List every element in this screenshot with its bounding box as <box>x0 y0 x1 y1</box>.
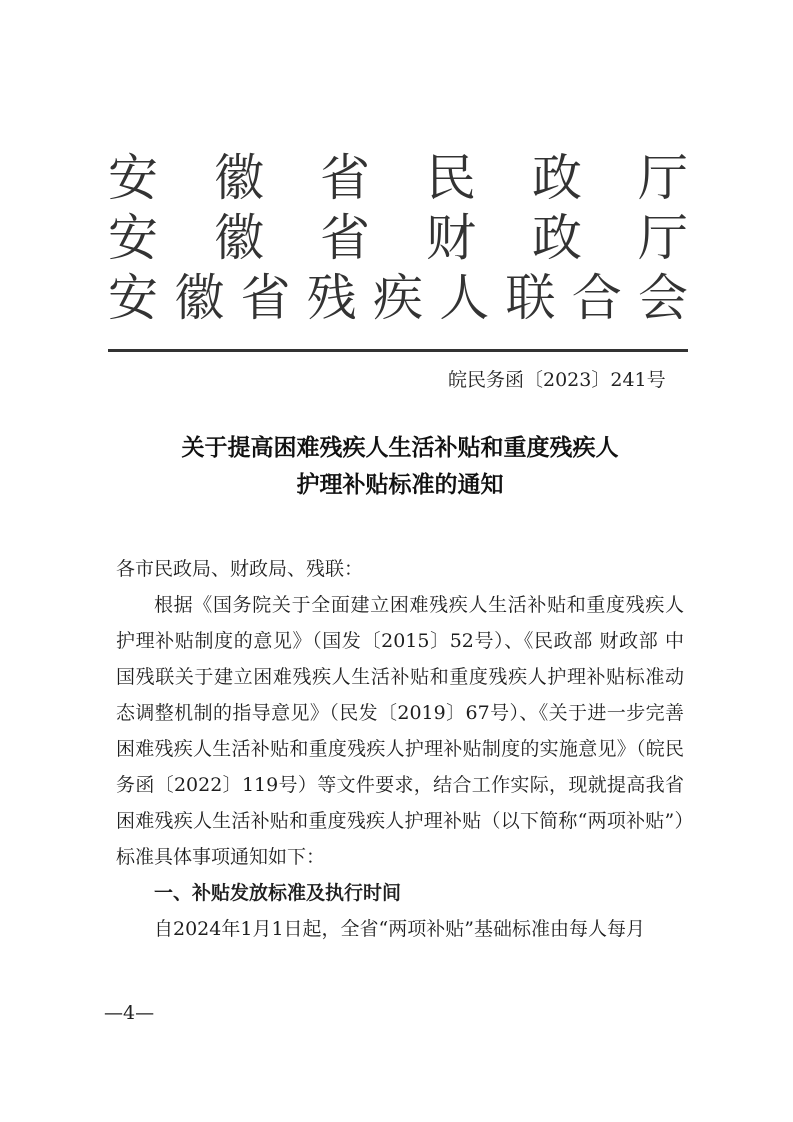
char: 疾 <box>373 269 423 327</box>
org-line-disabled-federation <box>108 268 688 328</box>
page-number: —4— <box>104 1002 155 1024</box>
char: 财 <box>426 209 476 267</box>
char: 厅 <box>638 209 688 267</box>
char: 政 <box>532 149 582 207</box>
org-line-civil-affairs <box>108 148 688 208</box>
char: 省 <box>320 149 370 207</box>
char: 省 <box>320 209 370 267</box>
document-body <box>116 551 684 947</box>
char: 人 <box>439 269 490 327</box>
org-line-finance <box>108 208 688 268</box>
char: 徽 <box>174 269 225 327</box>
char: 安 <box>108 269 158 327</box>
char: 联 <box>505 269 556 327</box>
char: 厅 <box>638 149 688 207</box>
char: 民 <box>426 149 476 207</box>
body-paragraph-1: 根据《国务院关于全面建立困难残疾人生活补贴和重度残疾人护理补贴制度的意见》（国发〔2015〕52号）、《民政部 财政部 中国残联关于建立困难残疾人生活补贴和重度残疾人护理补贴标准动态调整机制的指导意见》（民发〔2019〕67号）、《关于进一步完善困难残疾人生活补贴和重度残疾人护理补贴制度的实施意见》（皖民务函〔2022〕119号）等文件要求，结合工作实际，现就提高我省困难残疾人生活补贴和重度残疾人护理补贴（以下简称“两项补贴”）标准具体事项通知如下： <box>116 594 684 868</box>
char: 会 <box>638 269 688 327</box>
char: 安 <box>108 149 158 207</box>
body-paragraph-2: 自2024年1月1日起，全省“两项补贴”基础标准由每人每月 <box>154 918 645 940</box>
title-line-1: 关于提高困难残疾人生活补贴和重度残疾人 <box>181 435 619 461</box>
char: 合 <box>571 269 622 327</box>
letterhead <box>108 148 688 328</box>
document-title <box>100 430 700 504</box>
title-line-2: 护理补贴标准的通知 <box>296 472 504 498</box>
section-heading-1: 一、补贴发放标准及执行时间 <box>154 882 402 904</box>
letterhead-divider <box>108 349 688 352</box>
salutation: 各市民政局、财政局、残联： <box>116 558 364 580</box>
document-number: 皖民务函〔2023〕241号 <box>448 369 666 391</box>
char: 残 <box>306 269 357 327</box>
char: 安 <box>108 209 158 267</box>
char: 省 <box>240 269 291 327</box>
char: 政 <box>532 209 582 267</box>
char: 徽 <box>214 209 264 267</box>
char: 徽 <box>214 149 264 207</box>
